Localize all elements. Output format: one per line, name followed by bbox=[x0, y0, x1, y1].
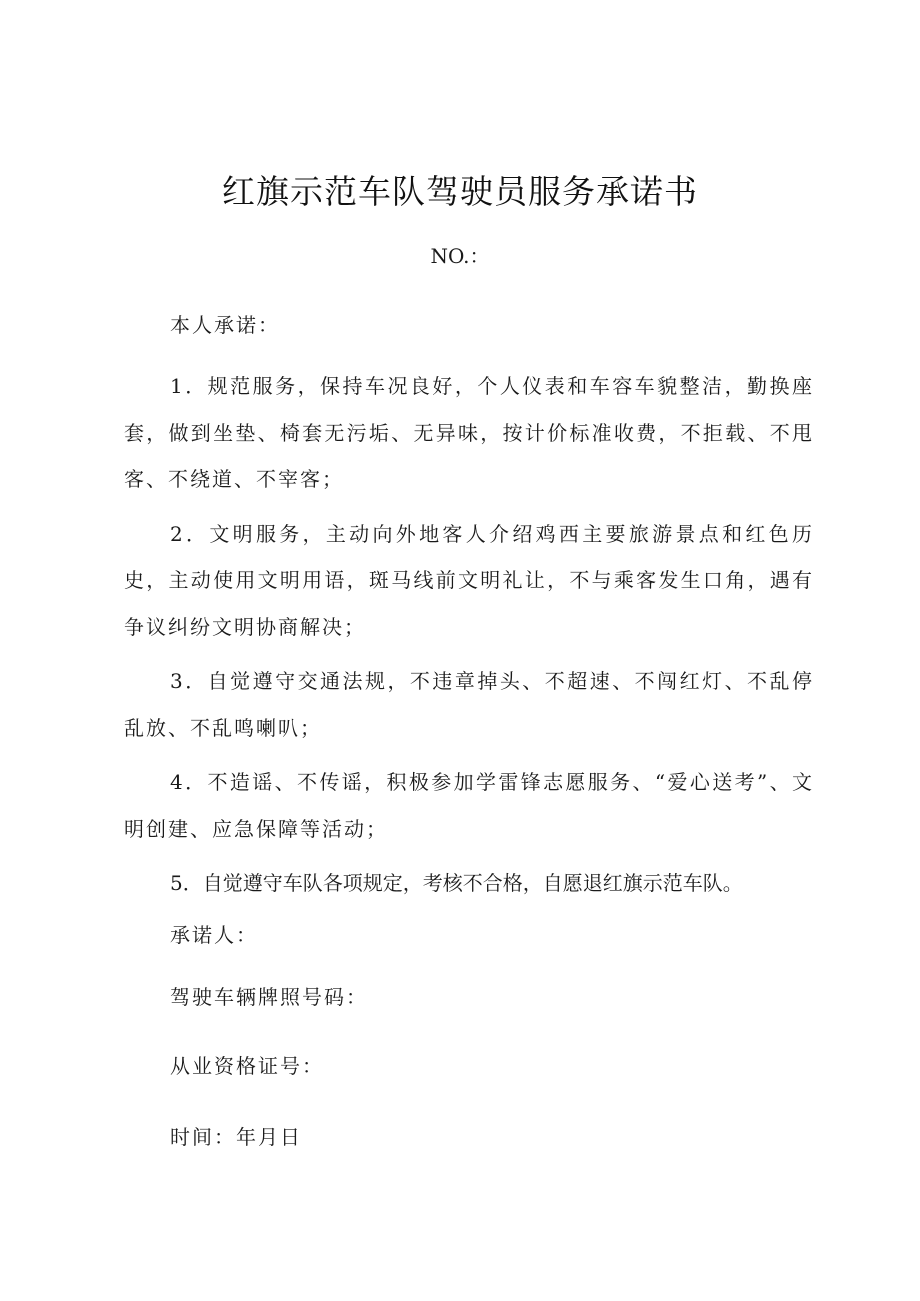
clause-list bbox=[124, 363, 814, 915]
clause-3: 3．自觉遵守交通法规，不违章掉头、不超速、不闯红灯、不乱停乱放、不乱鸣喇叭； bbox=[124, 669, 814, 740]
intro-text: 本人承诺： bbox=[170, 313, 280, 337]
clause-5: 5．自觉遵守车队各项规定，考核不合格，自愿退红旗示范车队。 bbox=[170, 871, 743, 895]
plate-number-label: 驾驶车辆牌照号码： bbox=[170, 985, 368, 1009]
document-number-label: NO.： bbox=[430, 244, 490, 268]
clause-4: 4．不造谣、不传谣，积极参加学雷锋志愿服务、“爱心送考”、文明创建、应急保障等活动； bbox=[124, 770, 814, 841]
clause-1: 1．规范服务，保持车况良好，个人仪表和车容车貌整洁，勤换座套，做到坐垫、椅套无污垢、无异味，按计价标准收费，不拒载、不甩客、不绕道、不宰客； bbox=[124, 374, 814, 491]
date-label: 时间：年月日 bbox=[170, 1125, 302, 1149]
clause-2: 2．文明服务，主动向外地客人介绍鸡西主要旅游景点和红色历史，主动使用文明用语，斑马线前文明礼让，不与乘客发生口角，遇有争议纠纷文明协商解决； bbox=[124, 521, 814, 639]
document-title: 红旗示范车队驾驶员服务承诺书 bbox=[222, 172, 698, 211]
qualification-cert-label: 从业资格证号： bbox=[170, 1054, 324, 1078]
promiser-label: 承诺人： bbox=[170, 923, 258, 947]
